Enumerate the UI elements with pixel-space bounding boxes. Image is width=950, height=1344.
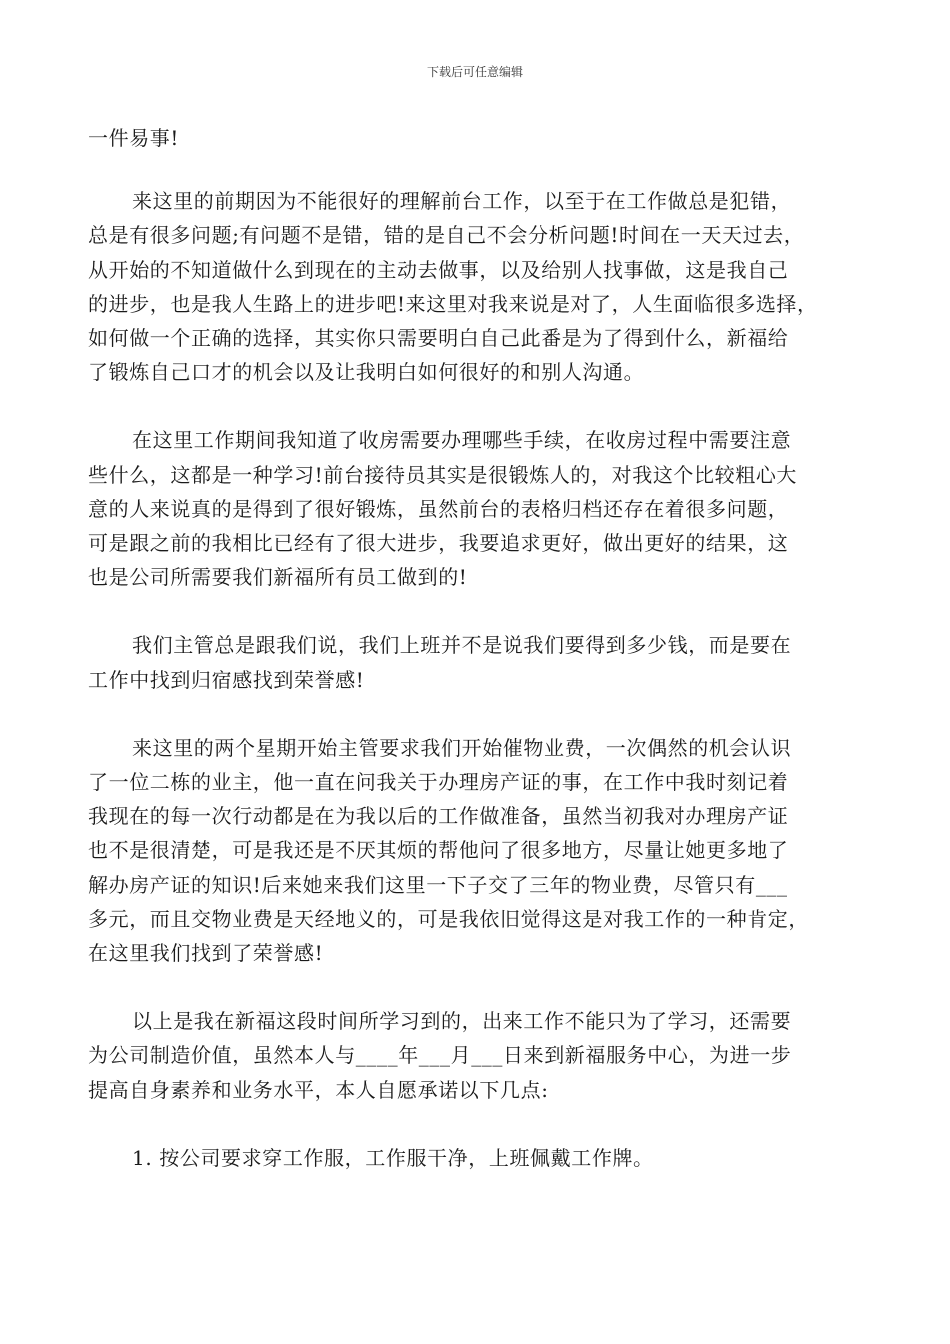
paragraph-line: 我们主管总是跟我们说，我们上班并不是说我们要得到多少钱，而是要在 xyxy=(132,633,792,658)
paragraph-line: 工作中找到归宿感找到荣誉感! xyxy=(88,667,365,692)
paragraph-4 xyxy=(88,628,868,696)
paragraph-line: 为公司制造价值，虽然本人与____年___月___日来到新福服务中心，为进一步 xyxy=(88,1043,792,1068)
paragraph-line: 了锻炼自己口才的机会以及让我明白如何很好的和别人沟通。 xyxy=(88,360,645,385)
page-header: 下载后可任意编辑 xyxy=(426,65,523,79)
paragraph-line: 在这里我们找到了荣誉感! xyxy=(88,941,324,966)
paragraph-line: 总是有很多问题;有问题不是错，错的是自己不会分析问题!时间在一天天过去， xyxy=(88,223,805,248)
paragraph-line: 可是跟之前的我相比已经有了很大进步，我要追求更好，做出更好的结果，这 xyxy=(88,531,789,556)
paragraph-line: 多元，而且交物业费是天经地义的，可是我依旧觉得这是对我工作的一种肯定， xyxy=(88,906,809,931)
paragraph-line: 从开始的不知道做什么到现在的主动去做事，以及给别人找事做，这是我自己 xyxy=(88,257,789,282)
paragraph-6 xyxy=(88,1004,868,1107)
paragraph-line: 也是公司所需要我们新福所有员工做到的! xyxy=(88,565,468,590)
paragraph-line: 来这里的两个星期开始主管要求我们开始催物业费，一次偶然的机会认识 xyxy=(132,735,792,760)
paragraph-line: 也不是很清楚，可是我还是不厌其烦的帮他问了很多地方，尽量让她更多地了 xyxy=(88,838,789,863)
paragraph-line: 如何做一个正确的选择，其实你只需要明白自己此番是为了得到什么，新福给 xyxy=(88,326,789,351)
paragraph-line: 在这里工作期间我知道了收房需要办理哪些手续，在收房过程中需要注意 xyxy=(132,428,792,453)
list-item-1 xyxy=(88,1141,868,1175)
paragraph-line: 提高自身素养和业务水平，本人自愿承诺以下几点: xyxy=(88,1077,549,1102)
paragraph-2 xyxy=(88,184,868,389)
paragraph-line: 以上是我在新福这段时间所学习到的，出来工作不能只为了学习，还需要 xyxy=(132,1009,792,1034)
paragraph-line: 些什么，这都是一种学习!前台接待员其实是很锻炼人的，对我这个比较粗心大 xyxy=(88,462,798,487)
paragraph-line: 意的人来说真的是得到了很好锻炼，虽然前台的表格归档还存在着很多问题， xyxy=(88,496,789,521)
paragraph-3 xyxy=(88,423,868,594)
paragraph-line: 来这里的前期因为不能很好的理解前台工作，以至于在工作做总是犯错， xyxy=(132,189,792,214)
paragraph-line: 一件易事! xyxy=(88,126,180,150)
document-body xyxy=(88,121,868,1209)
paragraph-line: 解办房产证的知识!后来她来我们这里一下子交了三年的物业费，尽管只有___ xyxy=(88,872,788,897)
paragraph-line: 了一位二栋的业主，他一直在问我关于办理房产证的事，在工作中我时刻记着 xyxy=(88,770,789,795)
paragraph-1 xyxy=(88,121,868,155)
paragraph-line: 我现在的每一次行动都是在为我以后的工作做准备，虽然当初我对办理房产证 xyxy=(88,804,789,829)
paragraph-line: 的进步，也是我人生路上的进步吧!来这里对我来说是对了，人生面临很多选择， xyxy=(88,291,818,316)
list-item-text: 1. 按公司要求穿工作服，工作服干净，上班佩戴工作牌。 xyxy=(132,1145,654,1170)
paragraph-5 xyxy=(88,731,868,970)
